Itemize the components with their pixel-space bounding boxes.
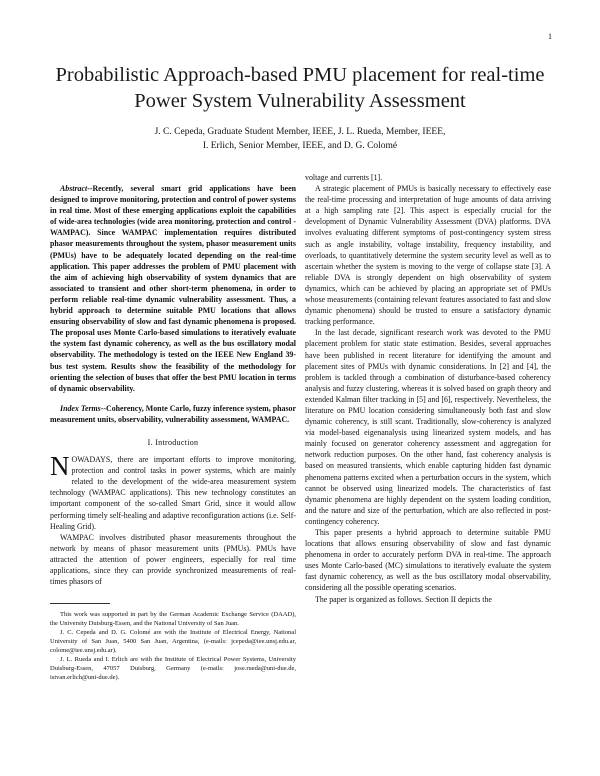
footnote-funding: This work was supported in part by the German Academic Exchange Service (DAAD), the University Duisburg-Essen, and the National University of San Juan.: [50, 611, 296, 628]
intro-paragraph-1: [50, 451, 296, 532]
index-terms-lead: Index Terms: [60, 403, 101, 413]
page-number: 1: [548, 32, 552, 41]
footnote-affiliation-2: J. L. Rueda and I. Erlich are with the Institute of Electrical Power Systems, University Duisburg-Essen, 47057 Duisburg, Germany (e-mails: jose.rueda@uni-due.de, istvan.erlich@uni-due.de).: [50, 656, 296, 682]
author-line-1: J. C. Cepeda, Graduate Student Member, IEEE, J. L. Rueda, Member, IEEE,: [154, 127, 446, 137]
section-heading-introduction: I. Introduction: [147, 437, 199, 447]
index-terms: [50, 403, 296, 425]
body-paragraph-continuation: voltage and currents [1].: [305, 173, 383, 182]
body-paragraph-5: The paper is organized as follows. Section II depicts the: [315, 594, 492, 604]
abstract-lead: Abstract: [60, 184, 88, 193]
body-paragraph-2: A strategic placement of PMUs is basically necessary to effectively ease the real-time processing and interpretation of huge amounts of data arriving at a high sampling rate [2]. This aspect is especially crucial for the development of Dynamic Vulnerability Assessment (DVA) platforms. DVA involves evaluating different symptoms of post-contingency system stress such as angle instability, voltage instability, frequency instability, and overloads, to quantitatively determine the system security level as well as to ascertain whether the system is moving to the verge of collapse state [3]. A reliable DVA is strongly dependent on high observability of system dynamics, which can be achieved by placing an appropriate set of PMUs whose measurements (containing relevant features associated to fast and slow dynamic phenomena) should be trusted to ensure a satisfactory dynamic tracking performance.: [305, 184, 551, 327]
right-column: [305, 172, 551, 605]
footnote-affiliation-1: J. C. Cepeda and D. G. Colomé are with the Institute of Electrical Energy, National University of San Juan, 5400 San Juan, Argentina, (e-mails: jcepeda@iee.unsj.edu.ar, colome@iee.unsj.edu.ar).: [50, 629, 296, 655]
intro-paragraph-2: WAMPAC involves distributed phasor measurements throughout the network by means of phasor measurement units (PMUs). PMUs have attracted the attention of power engineers, especially for real time applications, since they can provide synchronized measurements of real-times phasors of: [50, 532, 296, 587]
body-paragraph-3: In the last decade, significant research work was devoted to the PMU placement problem for static state estimation. Besides, several approaches have been published in recent literature for identifying the amount and placement sites of PMUs with dynamic considerations. In [2] and [4], the problem is tackled through a combination of disturbance-based coherency analysis and fuzzy clustering, whereas it is solved based on graph theory and extended Kalman filter tracking in [5] and [6], respectively. Nevertheless, the literature on PMU location considering simultaneously both fast and slow dynamic coherency, is still scant. Traditionally, slow-coherency is analyzed via model-based eigenanalysis using linearized system models, and has mainly focused on generator coherency assessment and aggregation for network reduction purposes. On the other hand, fast coherency analysis is based on measured transients, which enable capturing hidden fast dynamic phenomena patterns excited when a perturbation occurs in the system, which cannot be observed using linearized models. The characteristics of fast dynamic phenomena are highly dependent on the system loading condition, and the nature and size of the perturbation, which are also reflected in post-contingency coherency.: [305, 328, 551, 526]
author-block: [40, 125, 560, 153]
left-column: [50, 183, 296, 682]
footnotes: [50, 610, 296, 682]
abstract-text: --Recently, several smart grid applications have been designed to improve monitoring, protection and control of power systems in real time. Most of these emerging applications exploit the capabilities of wide-area technologies (wide area monitoring, protection and control - WAMPAC). Since WAMPAC implementation requires distributed phasor measurements throughout the system, phasor measurement units (PMUs) have to be adequately located depending on the real-time application. This paper addresses the problem of PMU placement with the aim of achieving high observability of system dynamics that are associated to transient and other short-term phenomena, in order to perform reliable real-time dynamic vulnerability assessment. Thus, a hybrid approach to determine suitable PMU locations that allows ensuring observability of slow and fast dynamic phenomena is proposed. The proposal uses Monte Carlo-based simulations to iteratively evaluate the system fast dynamic coherency, as well as the bus oscillatory modal observability. The methodology is tested on the IEEE New England 39-bus test system. Results show the feasibility of the methodology for orienting the selection of buses that offer the best PMU location in terms of dynamic observability.: [50, 184, 296, 393]
body-paragraph-4: This paper presents a hybrid approach to determine suitable PMU locations that allows ensuring observability of slow and fast dynamic phenomena in order to accurately perform DVA in real-time. The approach uses Monte Carlo-based (MC) simulations to iteratively evaluate the system fast dynamic coherency, as well as the bus oscillatory modal observability, considering all the possible operating scenarios.: [305, 528, 551, 593]
paper-title: Probabilistic Approach-based PMU placement for real-time Power System Vulnerability Assessment: [55, 64, 545, 112]
footnote-divider: [50, 603, 110, 604]
drop-cap: N: [50, 451, 70, 482]
author-line-2: I. Erlich, Senior Member, IEEE, and D. G. Colomé: [202, 141, 398, 151]
abstract: [50, 183, 296, 394]
index-terms-text: --Coherency, Monte Carlo, fuzzy inference system, phasor measurement units, observability, vulnerability assessment, WAMPAC.: [50, 403, 296, 424]
intro-paragraph-1-text: OWADAYS, there are important efforts to improve monitoring, protection and control tasks in power systems, which are mainly related to the development of the wide-area measurement system technology (WAMPAC applications). This new technology constitutes an important component of the so-called Smart Grid, since it would allow performing timely self-healing and adaptive reconfiguration actions (i.e. Self-Healing Grid).: [50, 455, 296, 531]
